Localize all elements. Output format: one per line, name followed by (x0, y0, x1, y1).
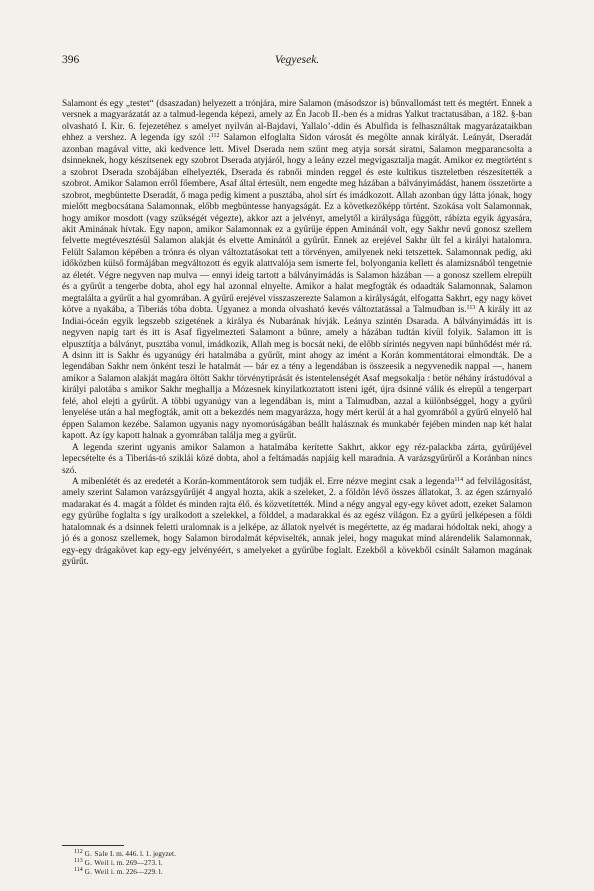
paragraph-text: A mibenlétét és az eredetét a Korán-kommentátorok sem tudják el. Erre nézve megint csak a legenda (72, 476, 455, 487)
footnote (62, 849, 532, 858)
paragraph-text: A legenda szerint ugyanis amikor Salamon a hatalmába kerítette Sakhrt, akkor egy réz-palackba zárta, gyűrűjével lepecsételte és a Tiberiás-tó sziklái közé dobta, ahol a feltámadás napjáig kell maradnia. A varázsgyűrűről a Koránban nincs szó. (62, 442, 532, 476)
paragraph-text: A király itt az Indiai-óceán egyik legszebb szigetének a királya és Nubarának hívják. Leánya szintén Dsarada. A bálványimádás itt is negyven napig tart és itt is Asaf figyelmezteti Salamont a bűnre, amely a házában tudtán kívül folyik. Salamon itt is elpusztítja a bálványt, pusztába vonul, imádkozik, Allah meg is bocsát neki, de előbb sírintés negyven napi bűnhődést mér rá. A dsinn itt is Sakhr és ugyanúgy éri hatalmába a gyűrűt, mint ahogy az imént a Korán kommentátorai elmondták. De a legendában Sakhr nem önként teszi le hatalmát — bár ez a tény a legendában is összeesik a negyvenedik nappal —, hanem amikor a Salamon alakját magára öltött Sakhr törvénytiprását és istentelenségét Asaf megsokalja : betör néhány írástudóval a királyi palotába s amikor Sakhr meghallja a Mózesnek kinyilatkoztatott isteni igét, újra dsinné válik és elrepül a tengerpart felé, ahol elejti a gyűrűt. A többi ugyanúgy van a legendában is, mint a Talmudban, azzal a különbséggel, hogy a gyűrű lenyelése után a hal megfogták, amit ott a bekezdés nem magyarázza, hogy mért kerül át a hal gyomrából a gyűrű elnyelő hal éppen Salamon kezébe. Salamon ugyanis nagy nyomorúságában beállt halásznak és munkabér fejében minden nap két halat kapott. Az így kapott halnak a gyomrában találja meg a gyűrűt. (62, 305, 532, 442)
footnote-ref: 113 (466, 305, 476, 312)
footnote (62, 858, 532, 867)
footnote-number: 114 (74, 867, 83, 873)
footnote-text: I. m. 446. l. 1. jegyzet. (108, 849, 176, 858)
footnote-author: G. Weil (84, 858, 110, 867)
footnote-author: G. Sale (84, 849, 109, 858)
running-title: Vegyesek. (274, 54, 320, 66)
paragraph-text: Salamont és egy „testet“ (dsaszadan) helyezett a trónjára, mire Salamon (másodszor is) bűnvallomást tett és megtért. Ennek a versnek a magyarázatát az a talmud-legenda képezi, amely az Én Jacob II.-ben és a midras Yalkut tractatusában, a 182. §-ban olvasható I. Kir. 6. fejezetéhez s amelyet nyilván al-Bajdavi, Yallalo’-ddin és Abulfida is felhasználtak magyarázataikban ehhez a vershez. A legenda így szól : (62, 99, 532, 144)
paragraph-text: Salamon elfoglalta Sidon városát és megölte annak királyát. Leányát, Dseradát azonban magával vitte, aki kedvence lett. Mivel Dserada nem szűnt meg atyja sorsát siratni, Salamon megparancsolta a dsinneknek, hogy készítsenek egy szobrot Dserada atyjáról, hogy a leány ezzel megvigasztalja magát. Amikor ez megtörtént s a szobrot Dserada szobájában elhelyezték, Dserada és rabnői minden reggel és este kultikus tiszteletben részesítették a szobrot. Amikor Salamon erről főembere, Asaf által értesült, nem engedte meg házában a bálványimádást, hanem összetörte a szobrot, megbüntette Dseradát, ő maga pedig kiment a pusztába, ahol sírt és imádkozott. Allah azonban úgy látta jónak, hogy mielőtt megbocsátana Salamonnak, előbb megbüntesse hanyagságát. Ez a következőképp történt. Szokása volt Salamonnak, hogy amikor mosdott (vagy szükségét végezte), akkor azt a jelvényt, amelytől a királysága függött, rábízta egyik ágyasára, akit Aminának hívtak. Egy napon, amikor Salamonnak ez a gyűrűje éppen Aminánál volt, egy Sakhr nevű gonosz szellem felvette megtévesztésül Salamon alakját és elvette Aminától a gyűrűt. Ennek az erejével Sakhr ült fel a királyi hatalomra. Felült Salamon képében a trónra és olyan változtatásokat tett a törvényen, amilyenek neki tetszettek. Salamonnak pedig, aki időközben külső formájában megváltozott és egyik alattvalója sem ismerte fel, bolyongania kellett és alamizsnából tengetnie az életét. Végre negyven nap mulva — ennyi ideig tartott a bálványimádás is Salamon házában — a gonosz szellem elrepült és a gyűrűt a tengerbe dobta, ahol egy hal azonnal elnyelte. Amikor a halat megfogták és odaadták Salamonnak, Salamon megtalálta a gyűrűt a hal gyomrában. A gyűrű erejével visszaszerezte Salamon a királyságát, elfogatta Sakhrt, egy nagy követ kötve a nyakába, a Tiberiás tóba dobta. Ugyanez a monda olvasható kevés változtatással a Talmudban is. (62, 133, 532, 316)
paragraph (62, 443, 532, 477)
footnote-number: 113 (74, 858, 83, 864)
footnote (62, 867, 532, 876)
footnote-divider (62, 845, 124, 846)
body-text (62, 99, 532, 569)
paragraph-text: ad felvilágosítást, amely szerint Salamon varázsgyűrűjét 4 angyal hozta, akik a szeleket, 2. a földön lévő összes állatokat, 3. az égen szárnyaló madarakat és 4. magát a földet és minden rajta élő. és közvetítették. Mind a négy angyal egy-egy követ adott, ezeket Salamon egy gyűrűbe foglalta s így uralkodott a szelekkel, a földdel, a madarakkal és az egész világon. Ez a gyűrű jelképesen a földi hatalomnak és a dsinnek feletti uralomnak is a jelképe, az állatok nyelvét is megértette, az ég madarai hódoltak neki, ahogy a jó és a gonosz szellemek, hogy Salamon birodalmát képviselték, annak jelei, hogy magukat mind alárendelik Salamonnak, egy-egy drágakövet kap egy-egy jelvényéért, s amelyeket a gyűrűbe foglalt. Ezekből a kövekből csinált Salamon magának gyűrűt. (62, 476, 532, 568)
footnote-ref: 114 (454, 476, 464, 483)
footnote-ref: 112 (210, 133, 220, 140)
footnote-text: i. m. 269—273. l. (109, 858, 163, 867)
footnote-number: 112 (74, 849, 83, 855)
paragraph (62, 99, 532, 443)
page-header (62, 54, 532, 72)
paragraph (62, 477, 532, 569)
page-number: 396 (62, 54, 80, 66)
footnotes (62, 849, 532, 876)
footnote-author: G. Weil (84, 867, 110, 876)
footnote-text: i. m. 226—229. l. (109, 867, 163, 876)
